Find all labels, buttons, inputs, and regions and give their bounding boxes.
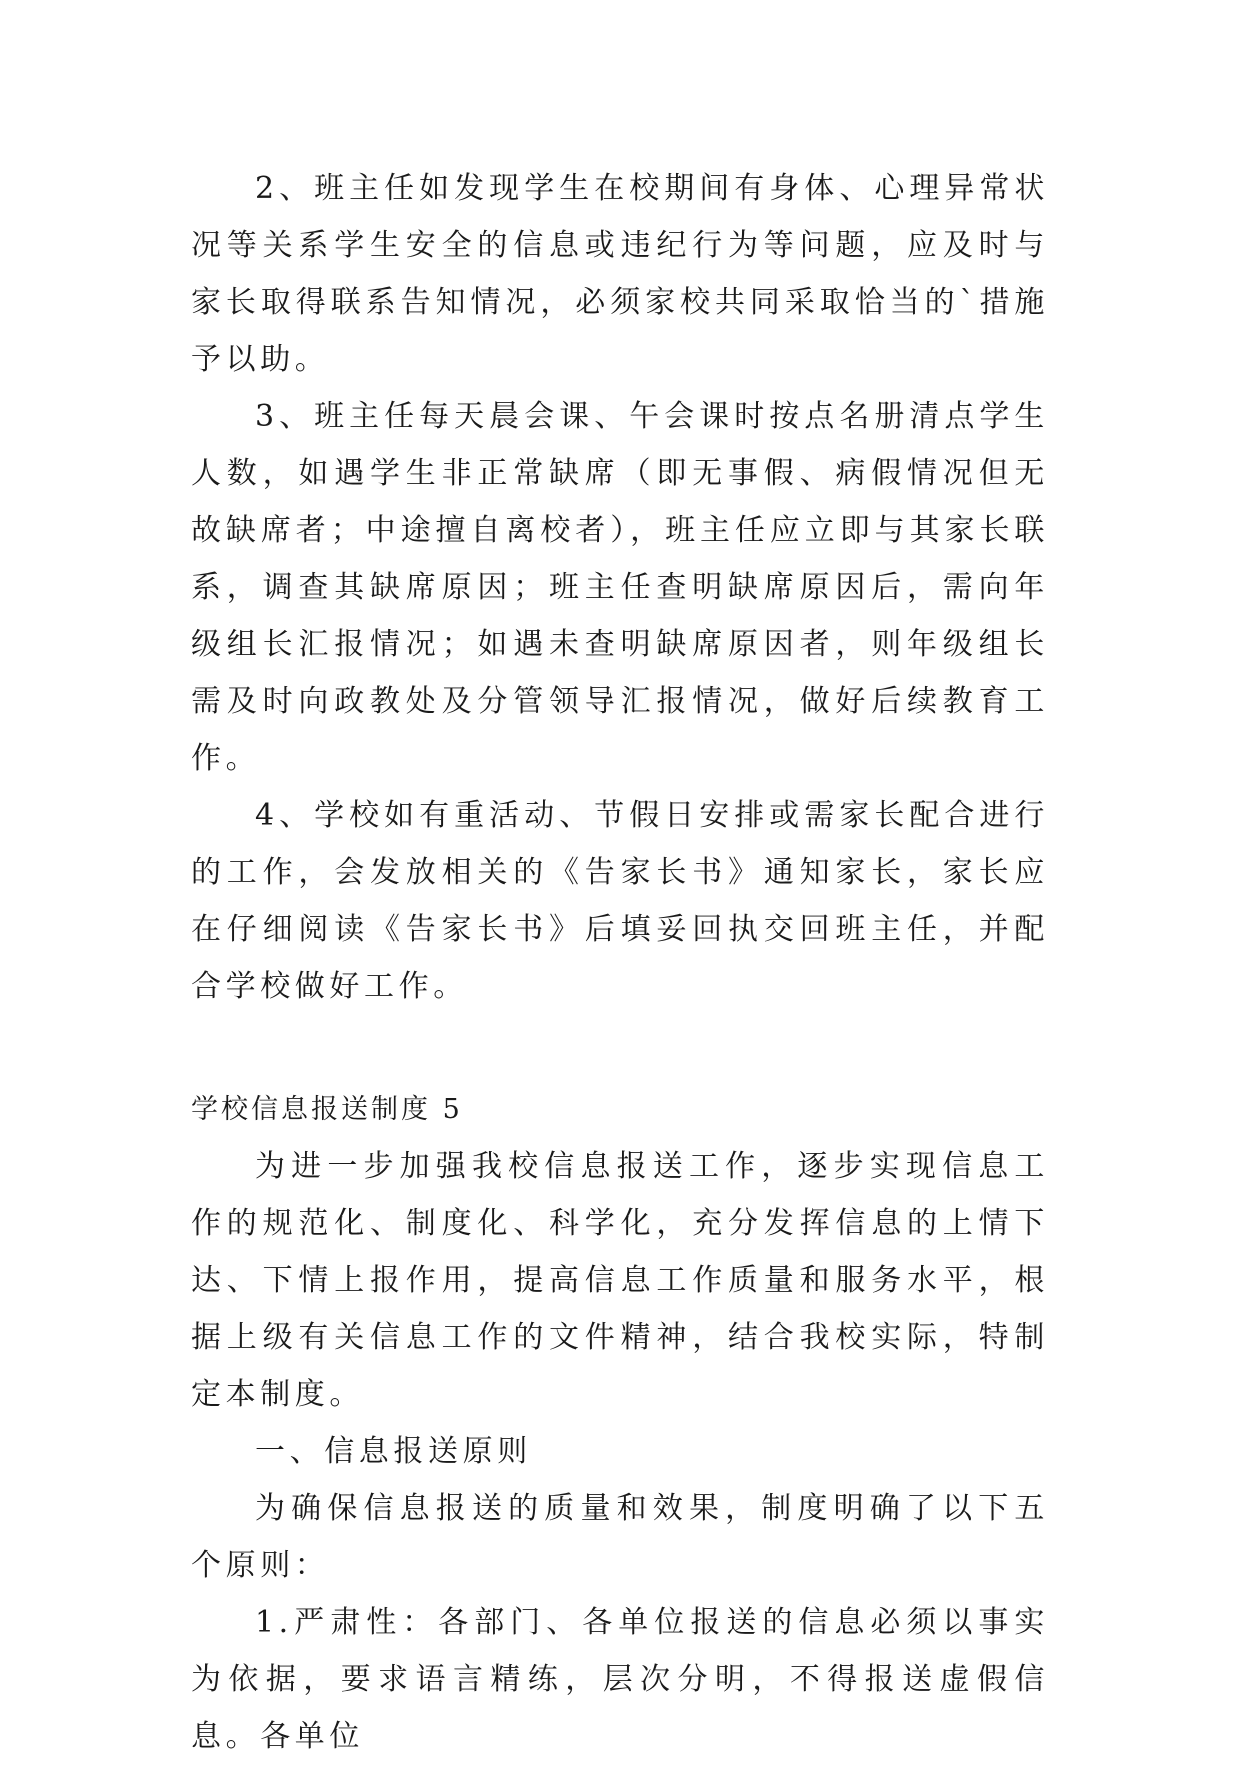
principle-item-1: 1.严肃性：各部门、各单位报送的信息必须以事实为依据，要求语言精练，层次分明，不得报送虚假信息。各单位 [191,1605,1049,1754]
document-body [191,160,1049,1765]
principles-heading: 一、信息报送原则 [255,1434,532,1469]
paragraph-item-4: 4、学校如有重活动、节假日安排或需家长配合进行的工作，会发放相关的《告家长书》通知家长，家长应在仔细阅读《告家长书》后填妥回执交回班主任，并配合学校做好工作。 [191,798,1049,1004]
paragraph-item-3: 3、班主任每天晨会课、午会课时按点名册清点学生人数，如遇学生非正常缺席（即无事假、病假情况但无故缺席者；中途擅自离校者），班主任应立即与其家长联系，调查其缺席原因；班主任查明缺席原因后，需向年级组长汇报情况；如遇未查明缺席原因者，则年级组长需及时向政教处及分管领导汇报情况，做好后续教育工作。 [191,399,1049,776]
principles-intro: 为确保信息报送的质量和效果，制度明确了以下五个原则： [191,1491,1049,1583]
paragraph-item-2: 2、班主任如发现学生在校期间有身体、心理异常状况等关系学生安全的信息或违纪行为等问题，应及时与家长取得联系告知情况，必须家校共同采取恰当的`措施予以助。 [191,171,1049,377]
intro-paragraph: 为进一步加强我校信息报送工作，逐步实现信息工作的规范化、制度化、科学化，充分发挥信息的上情下达、下情上报作用，提高信息工作质量和服务水平，根据上级有关信息工作的文件精神，结合我校实际，特制定本制度。 [191,1149,1049,1412]
section-title: 学校信息报送制度 5 [191,1094,463,1125]
section-spacer [191,1015,1049,1081]
